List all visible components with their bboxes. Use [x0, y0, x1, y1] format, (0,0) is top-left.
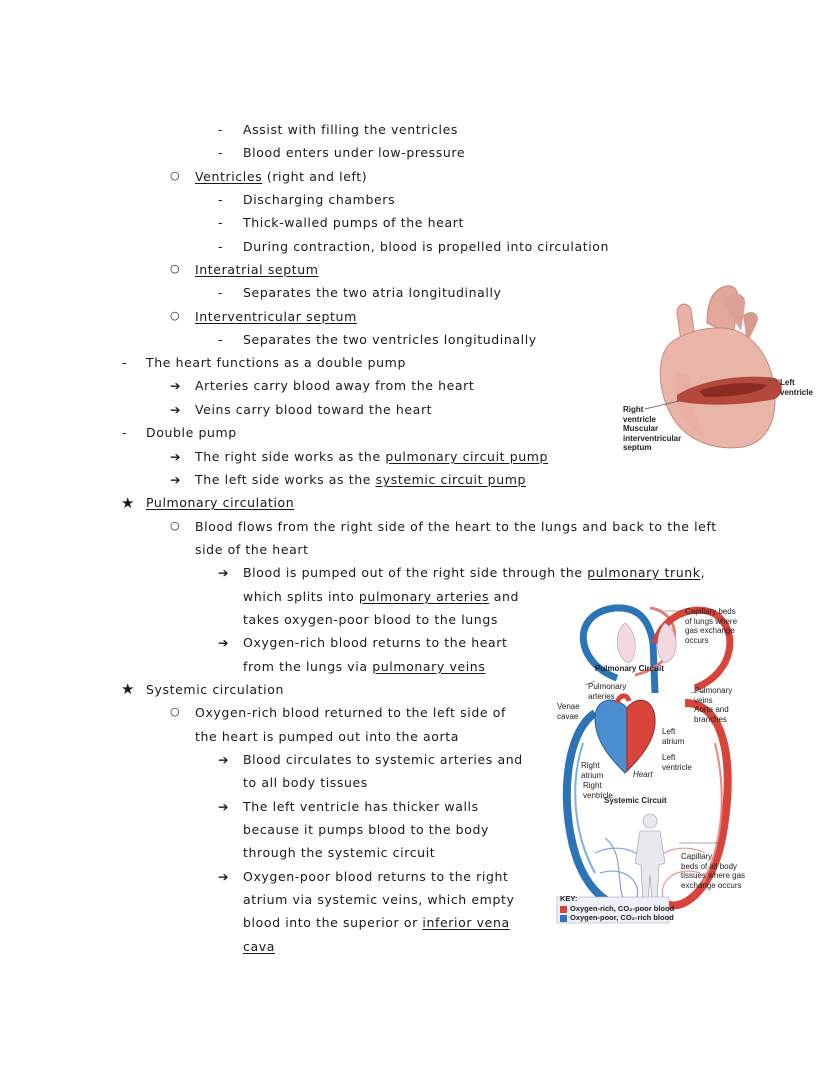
underlined-term: Interventricular septum	[195, 309, 357, 324]
note-line: the heart is pumped out into the aorta	[195, 729, 459, 744]
line-text: which splits into	[243, 589, 359, 604]
capillary-lungs-label: Capillary beds of lungs where gas exchange occurs	[685, 607, 738, 645]
arrow-bullet: ➔	[218, 635, 229, 650]
note-line: Arteries carry blood away from the heart	[195, 378, 475, 393]
line-text: blood into the superior or	[243, 915, 423, 930]
note-line	[243, 915, 510, 930]
circle-bullet: ○	[170, 705, 180, 718]
note-line: takes oxygen-poor blood to the lungs	[243, 612, 498, 627]
dash-bullet: -	[122, 355, 127, 370]
heart-figure	[615, 283, 820, 453]
underlined-term: pulmonary veins	[372, 659, 486, 674]
note-line	[243, 565, 705, 580]
arrow-bullet: ➔	[218, 799, 229, 814]
left-ventricle-label: Left ventricle	[662, 753, 692, 772]
aorta-branches-label: Aorta and branches	[694, 705, 729, 724]
underlined-term: inferior vena	[422, 915, 510, 930]
arrow-bullet: ➔	[218, 869, 229, 884]
note-line: Blood flows from the right side of the heart to the lungs and back to the left	[195, 519, 717, 534]
note-line	[243, 589, 519, 604]
line-text: and	[489, 589, 520, 604]
systemic-circuit-label: Systemic Circuit	[604, 796, 667, 805]
line-text: ,	[700, 565, 706, 580]
pulmonary-circuit-label: Pulmonary Circuit	[595, 664, 664, 673]
arrow-bullet: ➔	[170, 449, 181, 464]
note-line: Oxygen-poor blood returns to the right	[243, 869, 509, 884]
circle-bullet: ○	[170, 519, 180, 532]
note-line: because it pumps blood to the body	[243, 822, 489, 837]
arrow-bullet: ➔	[170, 402, 181, 417]
note-line	[195, 262, 319, 277]
underlined-term: Ventricles	[195, 169, 263, 184]
circle-bullet: ○	[170, 169, 180, 182]
left-atrium-label: Left atrium	[662, 727, 685, 746]
arrow-bullet: ➔	[170, 472, 181, 487]
underlined-term: pulmonary circuit pump	[385, 449, 549, 464]
dash-bullet: -	[122, 425, 127, 440]
note-line: Veins carry blood toward the heart	[195, 402, 433, 417]
blue-swatch	[560, 915, 567, 922]
underlined-term: systemic circuit pump	[375, 472, 527, 487]
underlined-term: Pulmonary circulation	[146, 495, 295, 510]
line-text: from the lungs via	[243, 659, 373, 674]
note-line: side of the heart	[195, 542, 309, 557]
line-text: Blood is pumped out of the right side through the	[243, 565, 588, 580]
note-line: Separates the two atria longitudinally	[243, 285, 502, 300]
key-title: KEY:	[560, 894, 578, 903]
dash-bullet: -	[218, 122, 223, 137]
underlined-term: pulmonary arteries	[358, 589, 490, 604]
note-line: The heart functions as a double pump	[146, 355, 406, 370]
note-line: Thick-walled pumps of the heart	[243, 215, 464, 230]
note-line: Double pump	[146, 425, 237, 440]
note-line: Blood enters under low-pressure	[243, 145, 466, 160]
note-line	[195, 449, 548, 464]
note-line	[195, 472, 526, 487]
note-line: atrium via systemic veins, which empty	[243, 892, 515, 907]
right-ventricle-label: Right ventricle	[583, 781, 613, 800]
red-swatch	[560, 906, 567, 913]
note-line	[243, 939, 275, 954]
dash-bullet: -	[218, 332, 223, 347]
note-line: The left ventricle has thicker walls	[243, 799, 479, 814]
note-line: to all body tissues	[243, 775, 368, 790]
note-line	[195, 169, 367, 184]
dash-bullet: -	[218, 285, 223, 300]
note-line: Systemic circulation	[146, 682, 285, 697]
underlined-term: pulmonary trunk	[587, 565, 701, 580]
key-oxygen-poor	[560, 913, 674, 922]
dash-bullet: -	[218, 145, 223, 160]
underlined-term: Interatrial septum	[195, 262, 319, 277]
line-text: (right and left)	[262, 169, 368, 184]
arrow-bullet: ➔	[218, 752, 229, 767]
note-line: Separates the two ventricles longitudinally	[243, 332, 537, 347]
underlined-term: cava	[243, 939, 275, 954]
note-line: Assist with filling the ventricles	[243, 122, 459, 137]
note-line: During contraction, blood is propelled into circulation	[243, 239, 610, 254]
key-blue-text: Oxygen-poor, CO₂-rich blood	[570, 913, 674, 922]
pulmonary-veins-label: Pulmonary veins	[694, 686, 733, 705]
note-line: through the systemic circuit	[243, 845, 436, 860]
circle-bullet: ○	[170, 262, 180, 275]
star-bullet: ★	[121, 494, 135, 512]
dash-bullet: -	[218, 192, 223, 207]
line-text: The right side works as the	[195, 449, 386, 464]
line-text: The left side works as the	[195, 472, 376, 487]
venae-cavae-label: Venae cavae	[557, 702, 580, 721]
note-line	[146, 495, 294, 510]
arrow-bullet: ➔	[170, 378, 181, 393]
key-oxygen-rich	[560, 904, 674, 913]
right-ventricle-septum-label: Right ventricle Muscular interventricular septum	[623, 405, 682, 452]
capillary-body-label: Capillary beds of all body tissues where gas exchange occurs	[681, 852, 746, 890]
note-line: Blood circulates to systemic arteries and	[243, 752, 523, 767]
right-atrium-label: Right atrium	[581, 761, 604, 780]
circle-bullet: ○	[170, 309, 180, 322]
key-red-text: Oxygen-rich, CO₂-poor blood	[570, 904, 675, 913]
note-line: Oxygen-rich blood returned to the left side of	[195, 705, 506, 720]
left-ventricle-label: Left ventricle	[780, 378, 813, 397]
circulation-figure	[555, 603, 823, 928]
star-bullet: ★	[121, 680, 135, 698]
note-line	[195, 309, 357, 324]
note-line: Discharging chambers	[243, 192, 396, 207]
dash-bullet: -	[218, 215, 223, 230]
dash-bullet: -	[218, 239, 223, 254]
heart-label: Heart	[633, 770, 653, 779]
note-line: Oxygen-rich blood returns to the heart	[243, 635, 508, 650]
note-line	[243, 659, 485, 674]
arrow-bullet: ➔	[218, 565, 229, 580]
pulmonary-arteries-label: Pulmonary arteries	[588, 682, 627, 701]
